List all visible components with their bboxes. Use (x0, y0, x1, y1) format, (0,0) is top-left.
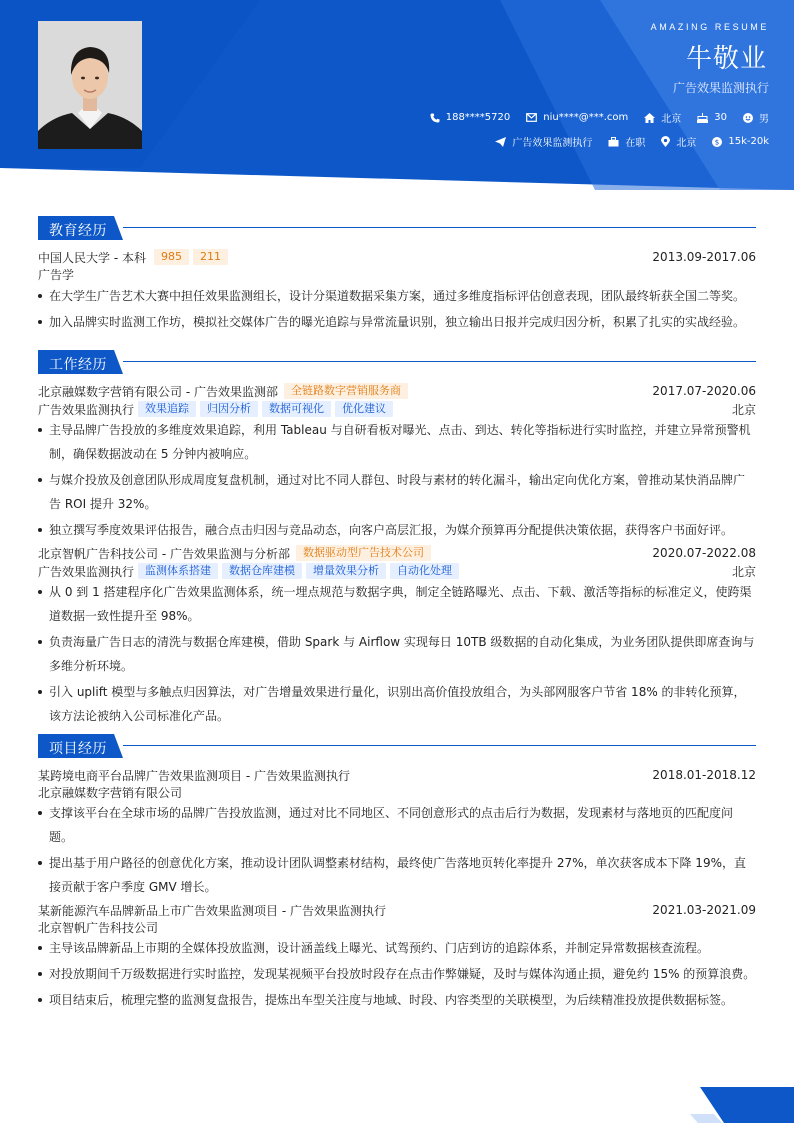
section-title: 项目经历 (49, 741, 107, 757)
list-item: 主导品牌广告投放的多维度效果追踪，利用 Tableau 与自研看板对曝光、点击、到达、转化等指标进行实时监控，并建立异常预警机制，确保数据波动在 5 分钟内被响应。 (38, 418, 756, 466)
job-role: 广告效果监测执行 (38, 402, 135, 417)
section-divider (123, 227, 756, 228)
education-bullets (38, 284, 756, 334)
project-period: 2021.03-2021.09 (652, 903, 756, 917)
corner-decoration (684, 1087, 794, 1123)
skill-tag: 效果追踪 (138, 401, 196, 417)
avatar-photo (38, 21, 142, 149)
salary-icon (712, 137, 722, 147)
project-period: 2018.01-2018.12 (652, 768, 756, 782)
education-header-row (38, 248, 756, 266)
intent-status-text: 在职 (625, 138, 646, 149)
school-name: 中国人民大学 - 本科 (38, 250, 146, 265)
home-text: 北京 (661, 114, 682, 125)
brand-label: AMAZING RESUME (650, 22, 769, 32)
skill-tag: 数据仓库建模 (222, 563, 302, 579)
company-name: 北京融媒数字营销有限公司 - 广告效果监测部 (38, 384, 278, 399)
company-tag: 数据驱动型广告技术公司 (296, 545, 431, 561)
school-tag: 211 (193, 249, 228, 265)
gender-text: 男 (759, 114, 769, 125)
job-entry (38, 544, 756, 728)
list-item: 从 0 到 1 搭建程序化广告效果监测体系，统一埋点规范与数据字典，制定全链路曝光、点击、下载、激活等指标的标准定义，使跨渠道数据一致性提升至 98%。 (38, 580, 756, 628)
intent-row (495, 134, 769, 149)
project-org: 北京融媒数字营销有限公司 (38, 786, 183, 800)
age-text: 30 (714, 112, 727, 123)
skill-tag: 增量效果分析 (306, 563, 386, 579)
project-header-row (38, 901, 756, 919)
contact-home (644, 110, 681, 125)
job-bullets (38, 418, 756, 542)
job-header-row (38, 544, 756, 562)
school-tag: 985 (154, 249, 189, 265)
list-item: 项目结束后，梳理完整的监测复盘报告，提炼出车型关注度与地域、时段、内容类型的关联模型，为后续精准投放提供数据标签。 (38, 988, 756, 1012)
job-period: 2020.07-2022.08 (652, 546, 756, 560)
intent-salary-text: 15k-20k (728, 136, 769, 147)
briefcase-icon (608, 137, 619, 147)
contact-phone[interactable] (430, 112, 511, 123)
projects-section (38, 734, 756, 1014)
section-title: 教育经历 (49, 223, 107, 239)
mail-icon (526, 113, 537, 122)
skill-tag: 监测体系搭建 (138, 563, 218, 579)
project-name: 某新能源汽车品牌新品上市广告效果监测项目 - 广告效果监测执行 (38, 903, 386, 918)
email-text: niu****@***.com (543, 112, 629, 123)
project-bullets (38, 936, 756, 1012)
intent-city (661, 134, 696, 149)
project-entry (38, 901, 756, 1012)
list-item: 主导该品牌新品上市期的全媒体投放监测，设计涵盖线上曝光、试驾预约、门店到访的追踪体系，并制定异常数据核查流程。 (38, 936, 756, 960)
work-section (38, 350, 756, 730)
skill-tag: 数据可视化 (262, 401, 331, 417)
job-role: 广告效果监测执行 (38, 564, 135, 579)
company-name: 北京智帆广告科技公司 - 广告效果监测与分析部 (38, 546, 290, 561)
list-item: 与媒介投放及创意团队形成周度复盘机制，通过对比不同人群包、时段与素材的转化漏斗，输出定向优化方案，曾推动某快消品牌广告 ROI 提升 32%。 (38, 468, 756, 516)
phone-text: 188****5720 (445, 112, 511, 123)
project-bullets (38, 801, 756, 899)
send-icon (495, 137, 506, 147)
intent-position-text: 广告效果监测执行 (512, 138, 593, 149)
list-item: 支撑该平台在全球市场的品牌广告投放监测，通过对比不同地区、不同创意形式的点击后行为数据，发现素材与落地页的匹配度问题。 (38, 801, 756, 849)
section-divider (123, 745, 756, 746)
contact-gender (743, 110, 769, 125)
cake-icon (697, 113, 708, 123)
section-divider (123, 361, 756, 362)
phone-icon (430, 113, 440, 123)
education-section (38, 216, 756, 336)
list-item: 对投放期间千万级数据进行实时监控，发现某视频平台投放时段存在点击作弊嫌疑，及时与媒体沟通止损，避免约 15% 的预算浪费。 (38, 962, 756, 986)
project-entry (38, 766, 756, 899)
intent-position (495, 134, 592, 149)
list-item: 负责海量广告日志的清洗与数据仓库建模，借助 Spark 与 Airflow 实现每日 10TB 级数据的自动化集成，为业务团队提供即席查询与多维分析环境。 (38, 630, 756, 678)
job-bullets (38, 580, 756, 728)
list-item: 加入品牌实时监测工作坊，模拟社交媒体广告的曝光追踪与异常流量识别，独立输出日报并完成归因分析，积累了扎实的实战经验。 (38, 310, 756, 334)
skill-tag: 优化建议 (335, 401, 393, 417)
contact-age (697, 112, 727, 123)
section-header (38, 350, 756, 374)
job-city: 北京 (731, 402, 756, 417)
list-item: 独立撰写季度效果评估报告，融合点击归因与竞品动态，向客户高层汇报，为媒介预算再分配提供决策依据，获得客户书面好评。 (38, 518, 756, 542)
location-pin-icon (661, 136, 670, 147)
contact-row (430, 110, 769, 125)
home-icon (644, 113, 655, 123)
project-header-row (38, 766, 756, 784)
section-header (38, 216, 756, 240)
job-city: 北京 (731, 564, 756, 579)
project-org: 北京智帆广告科技公司 (38, 921, 159, 935)
project-name: 某跨境电商平台品牌广告效果监测项目 - 广告效果监测执行 (38, 768, 350, 783)
job-title: 广告效果监测执行 (672, 81, 769, 95)
gender-icon (743, 113, 753, 123)
job-header-row (38, 382, 756, 400)
svg-text:$: $ (715, 138, 720, 147)
section-title: 工作经历 (49, 357, 107, 373)
skill-tag: 自动化处理 (390, 563, 459, 579)
job-entry (38, 382, 756, 542)
education-major: 广告学 (38, 268, 75, 282)
list-item: 在大学生广告艺术大赛中担任效果监测组长，设计分渠道数据采集方案，通过多维度指标评估创意表现，团队最终斩获全国二等奖。 (38, 284, 756, 308)
skill-tag: 归因分析 (200, 401, 258, 417)
contact-email[interactable] (526, 112, 628, 123)
intent-salary (712, 136, 769, 147)
job-role-row (38, 562, 756, 580)
company-tag: 全链路数字营销服务商 (284, 383, 408, 399)
section-header (38, 734, 756, 758)
job-role-row (38, 400, 756, 418)
candidate-name: 牛敬业 (685, 44, 767, 74)
list-item: 引入 uplift 模型与多触点归因算法，对广告增量效果进行量化，识别出高价值投放组合，为头部网服客户节省 18% 的非转化预算，该方法论被纳入公司标准化产品。 (38, 680, 756, 728)
list-item: 提出基于用户路径的创意优化方案，推动设计团队调整素材结构，最终使广告落地页转化率提升 27%，单次获客成本下降 19%，直接贡献于客户季度 GMV 增长。 (38, 851, 756, 899)
intent-city-text: 北京 (676, 138, 697, 149)
intent-status (608, 134, 645, 149)
education-period: 2013.09-2017.06 (652, 250, 756, 264)
job-period: 2017.07-2020.06 (652, 384, 756, 398)
